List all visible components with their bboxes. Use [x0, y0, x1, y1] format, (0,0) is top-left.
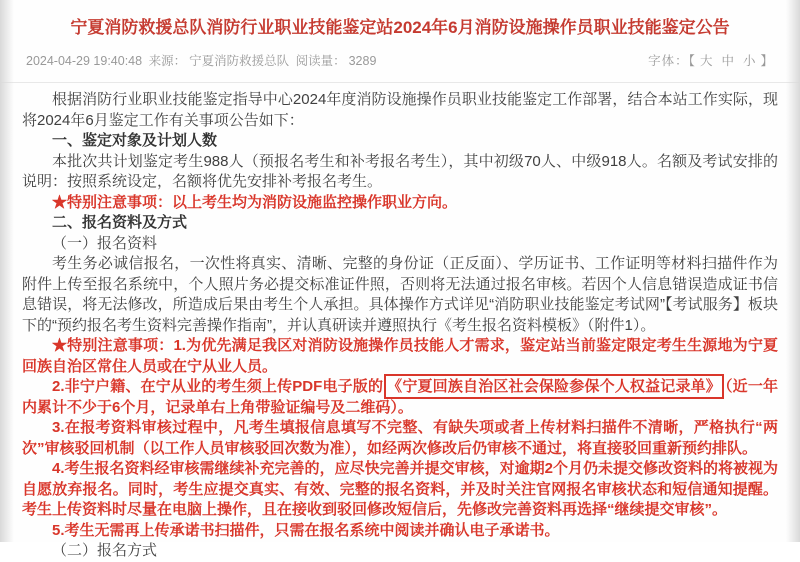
special-note-item-1: ★特别注意事项：1.为优先满足我区对消防设施操作员技能人才需求，鉴定站当前鉴定限定考生生源地为宁夏回族自治区常住人员或在宁从业人员。 [22, 337, 778, 375]
special-note-item-4: 4.考生报名资料经审核需继续补充完善的，应尽快完善并提交审核，对逾期2个月仍未提交修改资料的将被视为自愿放弃报名。同时，考生应提交真实、有效、完整的报名资料，并及时关注官网报名审核状态和短信通知提醒。考生上传资料时尽量在电脑上操作，且在接收到驳回修改短信后，先修改完善资料再选择“继续提交审核”。 [22, 460, 778, 518]
meta-bar [0, 40, 800, 69]
registration-materials-paragraph: 考生务必诚信报名，一次性将真实、清晰、完整的身份证（正反面）、学历证书、工作证明等材料扫描件作为附件上传至报名系统中，个人照片务必提交标准证件照，否则将无法通过报名审核。若因个人信息错误造成证书信息错误，将无法修改，所造成后果由考生个人承担。具体操作方式详见“消防职业技能鉴定考试网”【考试服务】板块下的“预约报名考生资料完善操作指南”，并认真研读并遵照执行《考生报名资料模板》（附件1）。 [22, 255, 778, 334]
boxed-paragraph-prefix: 2.非宁户籍、在宁从业的考生须上传PDF电子版的 [52, 378, 384, 395]
section-2-heading: 二、报名资料及方式 [52, 214, 188, 231]
font-size-large-button[interactable]: 大 [699, 54, 714, 68]
section-1-special-note: ★特别注意事项：以上考生均为消防设施监控操作职业方向。 [52, 193, 458, 211]
font-size-label: 字体： [648, 54, 689, 68]
publish-datetime: 2024-04-29 19:40:48 [26, 54, 143, 68]
font-size-medium-button[interactable]: 中 [721, 54, 735, 68]
font-size-small-button[interactable]: 小 [742, 54, 757, 68]
article-body [0, 90, 800, 562]
special-note-item-5: 5.考生无需再上传承诺书扫描件，只需在报名系统中阅读并确认电子承诺书。 [52, 521, 560, 539]
views-label: 阅读量： [295, 54, 346, 68]
special-note-item-3: 3.在报考资料审核过程中，凡考生填报信息填写不完整、有缺失项或者上传材料扫描件不清晰，严格执行“两次”审核驳回机制（以工作人员审核驳回次数为准），如经两次修改后仍审核不通过，将直接驳回重新预约排队。 [22, 419, 778, 457]
divider [0, 82, 800, 83]
bracket-open: 【 [688, 54, 696, 68]
font-size-control [648, 51, 774, 69]
source-value: 宁夏消防救援总队 [189, 54, 290, 68]
section-2-sub-1-heading: （一）报名资料 [52, 234, 158, 252]
intro-paragraph: 根据消防行业职业技能鉴定指导中心2024年度消防设施操作员职业技能鉴定工作部署，结合本站工作实际，现将2024年6月鉴定工作有关事项公告如下： [22, 91, 778, 129]
highlight-box: 《宁夏回族自治区社会保险参保个人权益记录单》 [384, 374, 724, 399]
section-1-heading: 一、鉴定对象及计划人数 [52, 132, 218, 149]
section-2-sub-2-heading: （二）报名方式 [52, 542, 158, 559]
section-1-paragraph: 本批次共计划鉴定考生988人（预报名考生和补考报名考生），其中初级70人、中级918人。名额及考试安排的说明：按照系统设定，名额将优先安排补考报名考生。 [22, 152, 778, 190]
views-value: 3289 [348, 54, 377, 68]
special-note-item-2 [22, 377, 778, 418]
source-label: 来源： [148, 54, 187, 68]
meta-info [26, 51, 379, 69]
page-title: 宁夏消防救援总队消防行业职业技能鉴定站2024年6月消防设施操作员职业技能鉴定公告 [70, 18, 730, 37]
boxed-paragraph-suffix: （近一年内累计不少于6个月，记录单右上角带验证编号及二维码）。 [22, 378, 778, 416]
bracket-close: 】 [760, 54, 774, 68]
